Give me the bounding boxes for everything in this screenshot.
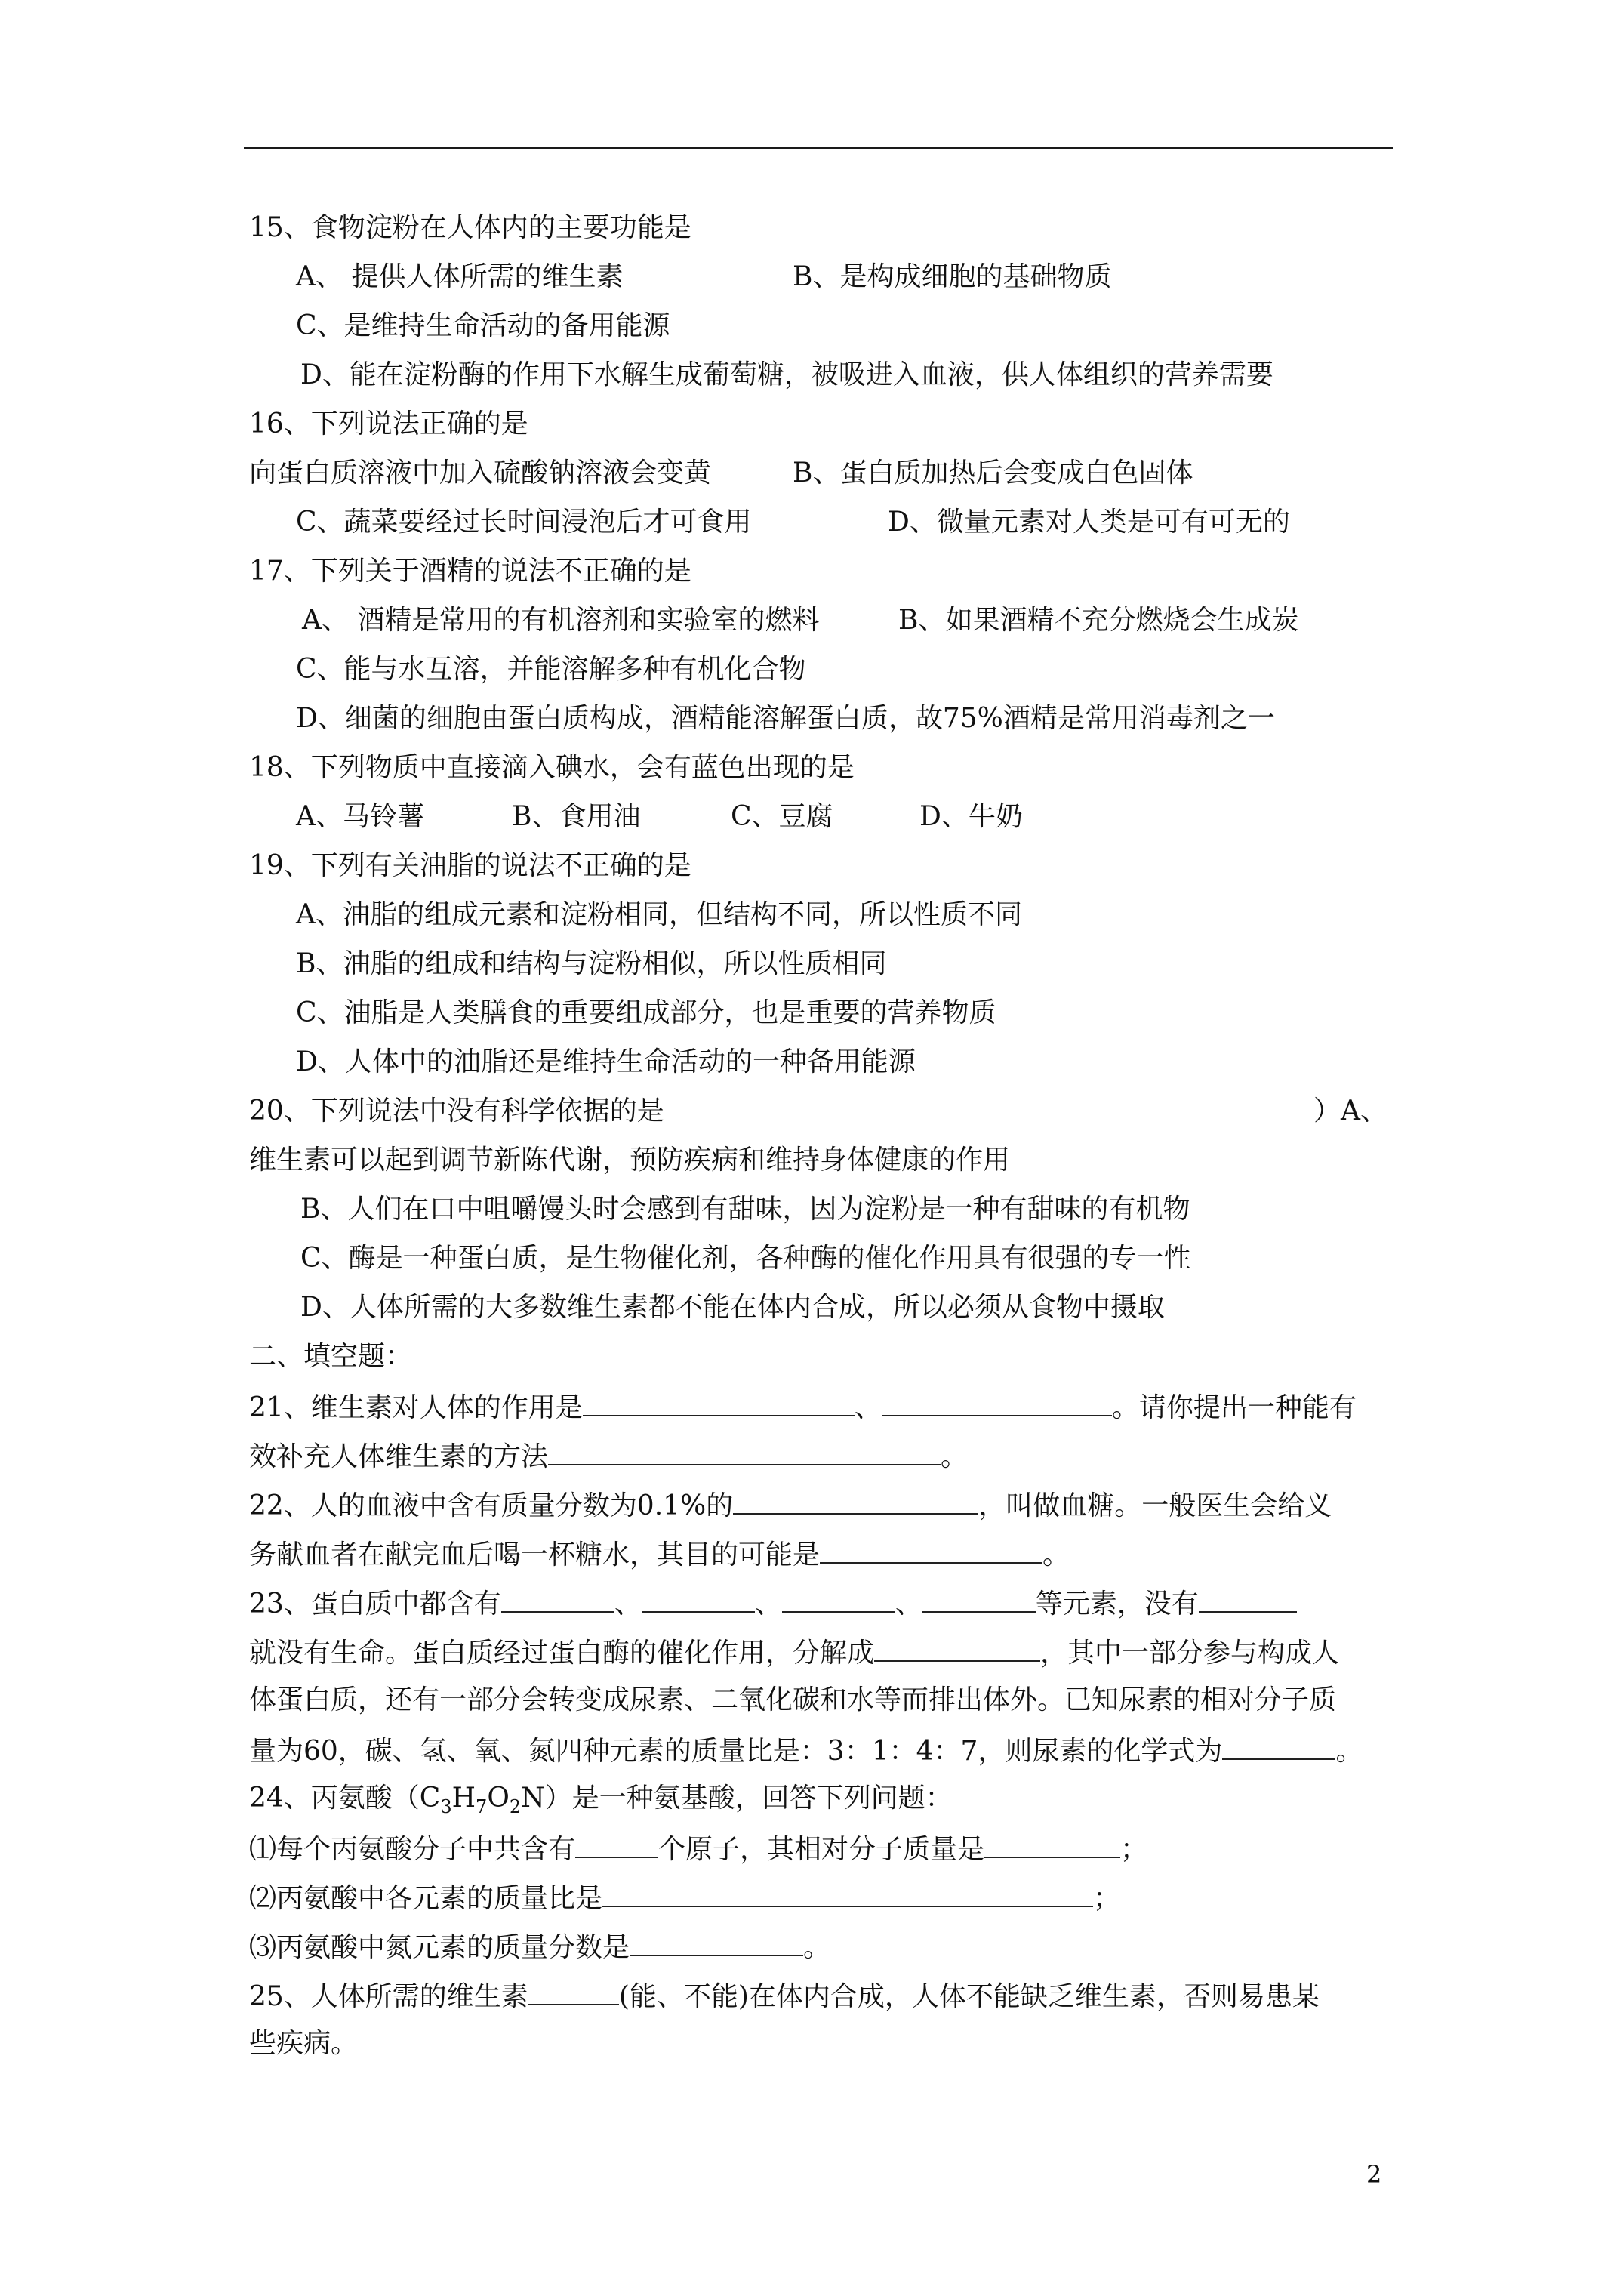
answer-blank[interactable]	[984, 1831, 1120, 1858]
q20-option-a: 维生素可以起到调节新陈代谢，预防疾病和维持身体健康的作用	[249, 1145, 1011, 1176]
q24-text-6: ⑵丙氨酸中各元素的质量比是	[249, 1883, 603, 1914]
q17-stem: 17、下列关于酒精的说法不正确的是	[249, 556, 691, 587]
q19-option-a: A、油脂的组成元素和淀粉相同，但结构不同，所以性质不同	[296, 899, 1022, 930]
q25-text-2: (能、不能)在体内合成，人体不能缺乏维生素，否则易患某	[618, 1981, 1320, 2012]
q17-option-d: D、细菌的细胞由蛋白质构成，酒精能溶解蛋白质，故75%酒精是常用消毒剂之一	[296, 703, 1275, 734]
q19-option-c: C、油脂是人类膳食的重要组成部分，也是重要的营养物质	[296, 997, 996, 1028]
answer-blank[interactable]	[548, 1438, 941, 1465]
q15-option-b: B、是构成细胞的基础物质	[793, 261, 1112, 292]
answer-blank[interactable]	[630, 1929, 803, 1956]
q24-stem	[249, 1782, 953, 1823]
q17-option-b: B、如果酒精不充分燃烧会生成炭	[898, 605, 1299, 636]
q15-stem: 15、食物淀粉在人体内的主要功能是	[249, 212, 691, 243]
answer-blank[interactable]	[782, 1586, 895, 1613]
q23-text-4: 、	[895, 1589, 922, 1620]
q22-text-4: 。	[1042, 1539, 1070, 1570]
q24-part-2	[249, 1880, 1120, 1915]
q23-line-2	[249, 1635, 1339, 1670]
answer-blank[interactable]	[583, 1389, 855, 1416]
q20-option-c: C、酶是一种蛋白质，是生物催化剂，各种酶的催化作用具有很强的专一性	[300, 1243, 1191, 1274]
answer-blank[interactable]	[1199, 1586, 1297, 1613]
page-number: 2	[1366, 2160, 1382, 2189]
q23-line-1	[249, 1586, 1297, 1621]
q18-stem: 18、下列物质中直接滴入碘水，会有蓝色出现的是	[249, 752, 855, 783]
answer-blank[interactable]	[922, 1586, 1036, 1613]
q20-option-b: B、人们在口中咀嚼馒头时会感到有甜味，因为淀粉是一种有甜味的有机物	[300, 1194, 1190, 1225]
q24-text-1: 24、丙氨酸（C	[249, 1783, 441, 1814]
q16-option-c: C、蔬菜要经过长时间浸泡后才可食用	[296, 507, 752, 538]
q15-option-d: D、能在淀粉酶的作用下水解生成葡萄糖，被吸进入血液，供人体组织的营养需要	[300, 359, 1273, 390]
q18-option-b: B、食用油	[512, 801, 641, 832]
q19-stem: 19、下列有关油脂的说法不正确的是	[249, 850, 691, 881]
q20-answer-paren: ）A、	[1313, 1096, 1387, 1126]
subscript-3: 3	[440, 1796, 452, 1818]
q25-text-1: 25、人体所需的维生素	[249, 1981, 528, 2012]
q15-option-a: A、 提供人体所需的维生素	[296, 261, 624, 292]
q24-text-3: ⑴每个丙氨酸分子中共含有	[249, 1834, 576, 1865]
q18-option-c: C、豆腐	[731, 801, 833, 832]
q23-text-6: 就没有生命。蛋白质经过蛋白酶的催化作用，分解成	[249, 1638, 875, 1669]
q16-option-d: D、微量元素对人类是可有可无的	[888, 507, 1290, 538]
q24-text-9: 。	[803, 1932, 831, 1963]
answer-blank[interactable]	[528, 1978, 619, 2005]
subscript-2: 2	[509, 1796, 522, 1818]
q16-stem: 16、下列说法正确的是	[249, 408, 528, 439]
q21-line-1	[249, 1389, 1357, 1425]
q24-text-5: ；	[1120, 1834, 1148, 1865]
q25-line-1	[249, 1978, 1320, 2014]
q24-text-h: H	[451, 1783, 476, 1814]
q19-option-d: D、人体中的油脂还是维持生命活动的一种备用能源	[296, 1046, 916, 1077]
q23-line-4	[249, 1733, 1363, 1768]
q24-text-8: ⑶丙氨酸中氮元素的质量分数是	[249, 1932, 630, 1963]
section-heading-fill-in: 二、填空题：	[249, 1341, 413, 1372]
q24-text-4: 个原子，其相对分子质量是	[658, 1834, 985, 1865]
q24-text-7: ；	[1093, 1883, 1121, 1914]
q21-text-2: 、	[854, 1392, 882, 1423]
q23-text-2: 、	[614, 1589, 642, 1620]
q21-line-2	[249, 1438, 968, 1474]
answer-blank[interactable]	[602, 1880, 1093, 1907]
q22-text-1: 22、人的血液中含有质量分数为0.1%的	[249, 1490, 734, 1521]
q22-text-3: 务献血者在献完血后喝一杯糖水，其目的可能是	[249, 1539, 821, 1570]
subscript-7: 7	[476, 1796, 488, 1818]
q17-option-a: A、 酒精是常用的有机溶剂和实验室的燃料	[302, 605, 820, 636]
q24-part-1	[249, 1831, 1147, 1866]
answer-blank[interactable]	[820, 1536, 1042, 1564]
q22-line-2	[249, 1536, 1070, 1572]
q17-option-c: C、能与水互溶，并能溶解多种有机化合物	[296, 654, 806, 685]
q22-line-1	[249, 1487, 1332, 1523]
q23-line-3: 体蛋白质，还有一部分会转变成尿素、二氧化碳和水等而排出体外。已知尿素的相对分子质	[249, 1684, 1337, 1715]
q21-text-4: 效补充人体维生素的方法	[249, 1441, 549, 1472]
q16-option-b: B、蛋白质加热后会变成白色固体	[793, 458, 1193, 488]
q18-option-d: D、牛奶	[919, 801, 1023, 832]
q15-option-c: C、是维持生命活动的备用能源	[296, 310, 670, 341]
q24-text-o: O	[487, 1783, 510, 1814]
q23-text-5: 等元素，没有	[1035, 1589, 1199, 1620]
q20-stem: 20、下列说法中没有科学依据的是	[249, 1096, 664, 1126]
answer-blank[interactable]	[1222, 1733, 1335, 1760]
q23-text-9: 。	[1335, 1736, 1363, 1767]
q24-part-3	[249, 1929, 830, 1965]
q23-text-7: ，其中一部分参与构成人	[1040, 1638, 1340, 1669]
q23-text-3: 、	[754, 1589, 782, 1620]
q21-text-5: 。	[941, 1441, 969, 1472]
answer-blank[interactable]	[642, 1586, 755, 1613]
q16-option-a: 向蛋白质溶液中加入硫酸钠溶液会变黄	[249, 458, 712, 488]
q18-option-a: A、马铃薯	[296, 801, 424, 832]
q25-line-2: 些疾病。	[249, 2028, 359, 2059]
answer-blank[interactable]	[874, 1635, 1040, 1662]
q20-option-d: D、人体所需的大多数维生素都不能在体内合成，所以必须从食物中摄取	[300, 1292, 1165, 1323]
answer-blank[interactable]	[575, 1831, 658, 1858]
q23-text-8: 量为60，碳、氢、氧、氮四种元素的质量比是：3：1：4：7，则尿素的化学式为	[249, 1736, 1223, 1767]
answer-blank[interactable]	[882, 1389, 1112, 1416]
q21-text-1: 21、维生素对人体的作用是	[249, 1392, 583, 1423]
q23-text-1: 23、蛋白质中都含有	[249, 1589, 501, 1620]
q24-text-2: N）是一种氨基酸，回答下列问题：	[521, 1783, 953, 1814]
header-rule	[244, 147, 1393, 149]
answer-blank[interactable]	[733, 1487, 978, 1515]
q22-text-2: ，叫做血糖。一般医生会给义	[978, 1490, 1332, 1521]
answer-blank[interactable]	[501, 1586, 614, 1613]
q19-option-b: B、油脂的组成和结构与淀粉相似，所以性质相同	[296, 948, 887, 979]
q21-text-3: 。请你提出一种能有	[1111, 1392, 1357, 1423]
